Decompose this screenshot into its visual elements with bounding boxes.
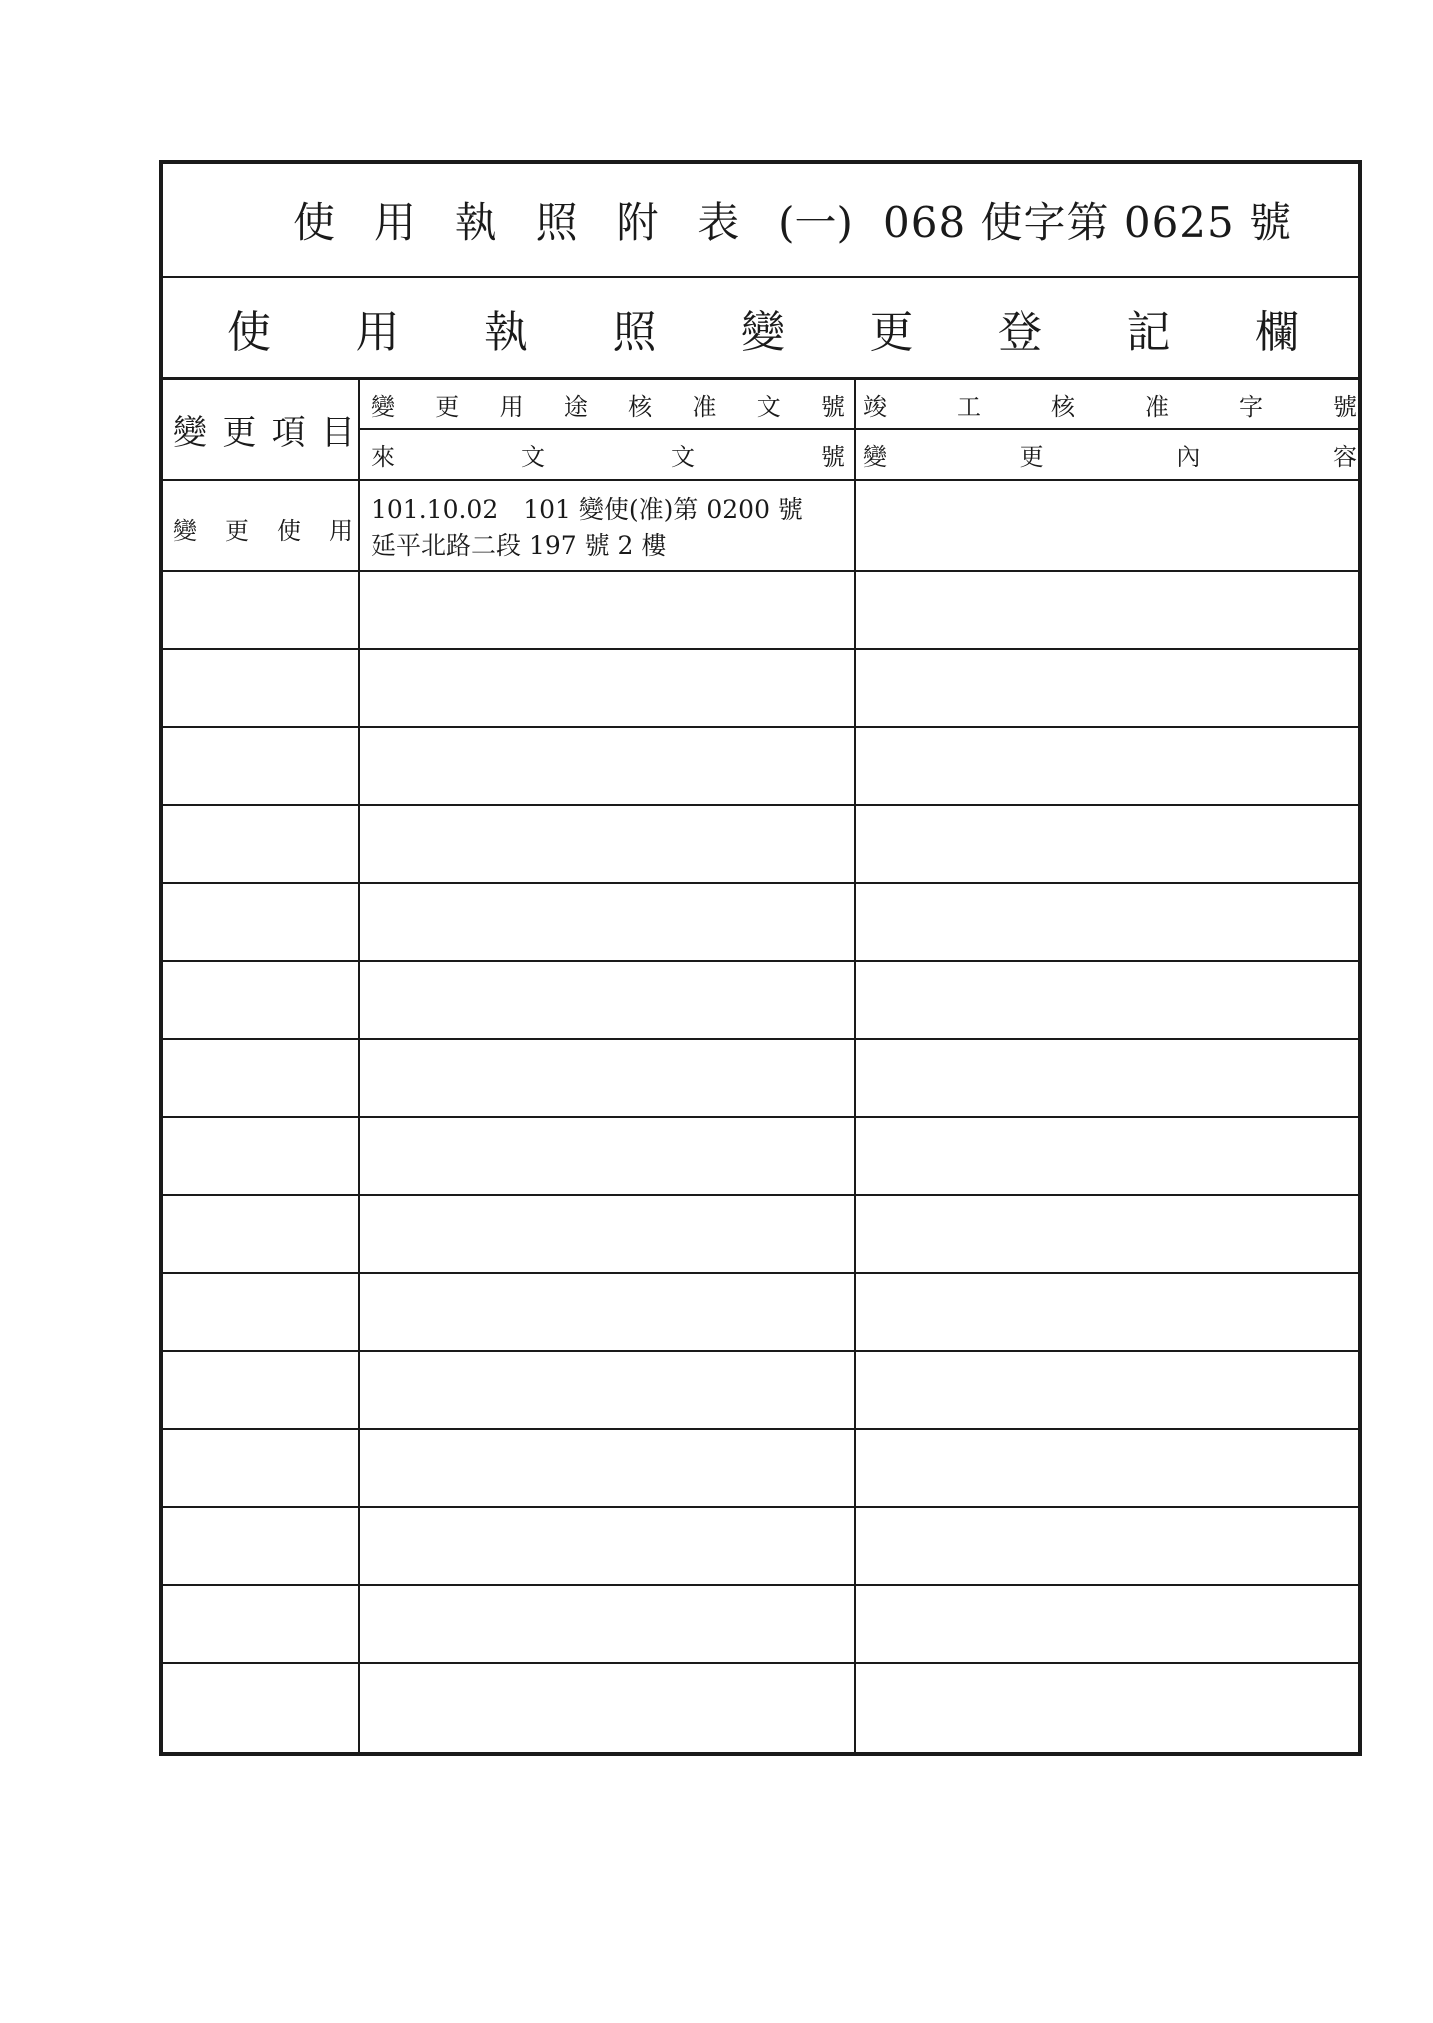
entry-char: 用: [329, 516, 353, 545]
header-completion-approval: [863, 386, 1357, 422]
registration-form: [159, 160, 1362, 1756]
row-line: [163, 960, 1358, 962]
title-char: (一): [778, 198, 853, 247]
row-line: [163, 1038, 1358, 1040]
header-bottom-line: [163, 479, 1358, 481]
entry-change-item: [173, 510, 353, 546]
header-char: 號: [1333, 392, 1357, 421]
title-char: 表: [697, 198, 740, 247]
row-line: [163, 1662, 1358, 1664]
title-row: [163, 164, 1358, 278]
header-char: 來: [371, 442, 395, 471]
row-line: [163, 1350, 1358, 1352]
change-table: [163, 380, 1358, 1756]
title-char: 使: [293, 198, 336, 247]
row-line: [163, 648, 1358, 650]
header-char: 核: [628, 392, 653, 421]
header-change-content: [863, 436, 1357, 472]
subtitle-char: 更: [869, 307, 914, 358]
header-char: 文: [756, 392, 781, 421]
row-line: [163, 570, 1358, 572]
subtitle-char: 照: [612, 307, 657, 358]
entry-char: 變: [173, 516, 197, 545]
row-line: [163, 1428, 1358, 1430]
header-char: 號: [820, 392, 845, 421]
header-char: 更: [435, 392, 460, 421]
header-char: 文: [671, 442, 695, 471]
row-line: [163, 1194, 1358, 1196]
header-char: 號: [821, 442, 845, 471]
header-approval-number: [371, 386, 845, 422]
header-char: 更: [1019, 442, 1044, 471]
title-char: 執: [454, 198, 497, 247]
header-incoming-doc-number: [371, 436, 845, 472]
header-char: 核: [1051, 392, 1075, 421]
row-line: [163, 1272, 1358, 1274]
entry-char: 使: [277, 516, 301, 545]
subtitle-char: 用: [355, 307, 400, 358]
header-char: 字: [1239, 392, 1263, 421]
license-number: 068 使字第 0625 號: [883, 198, 1293, 247]
header-char: 更: [222, 413, 257, 453]
header-char: 文: [521, 442, 545, 471]
header-char: 項: [271, 413, 306, 453]
header-char: 用: [499, 392, 524, 421]
subtitle-char: 記: [1126, 307, 1171, 358]
subtitle-char: 變: [741, 307, 785, 358]
title-char: 照: [535, 198, 578, 247]
subtitle-char: 使: [227, 307, 271, 358]
header-char: 准: [692, 392, 717, 421]
column-divider: [358, 380, 360, 1756]
header-split-line: [359, 428, 1358, 430]
header-char: 容: [1332, 442, 1357, 471]
row-line: [163, 1584, 1358, 1586]
row-line: [163, 804, 1358, 806]
subtitle-char: 登: [998, 307, 1042, 358]
subtitle-row: [163, 278, 1358, 380]
title-char: 用: [373, 198, 416, 247]
header-char: 變: [371, 392, 395, 421]
subtitle-char: 執: [484, 307, 528, 358]
header-char: 途: [563, 392, 588, 421]
header-char: 變: [863, 442, 887, 471]
header-char: 變: [173, 413, 207, 453]
form-title: [293, 192, 853, 248]
row-line: [163, 726, 1358, 728]
entry-approval-date-number: 101.10.02 101 變使(准)第 0200 號: [371, 495, 803, 524]
entry-char: 更: [225, 516, 249, 545]
row-line: [163, 1506, 1358, 1508]
header-char: 竣: [863, 392, 887, 421]
header-char: 目: [320, 413, 355, 453]
form-subtitle: [227, 300, 1299, 356]
entry-address: 延平北路二段 197 號 2 樓: [371, 531, 667, 560]
row-line: [163, 882, 1358, 884]
header-char: 准: [1145, 392, 1169, 421]
header-char: 內: [1176, 442, 1201, 471]
header-char: 工: [957, 392, 981, 421]
title-char: 附: [616, 198, 659, 247]
row-line: [163, 1116, 1358, 1118]
column-divider: [854, 380, 856, 1756]
subtitle-char: 欄: [1255, 307, 1299, 358]
header-change-item: [171, 380, 357, 479]
